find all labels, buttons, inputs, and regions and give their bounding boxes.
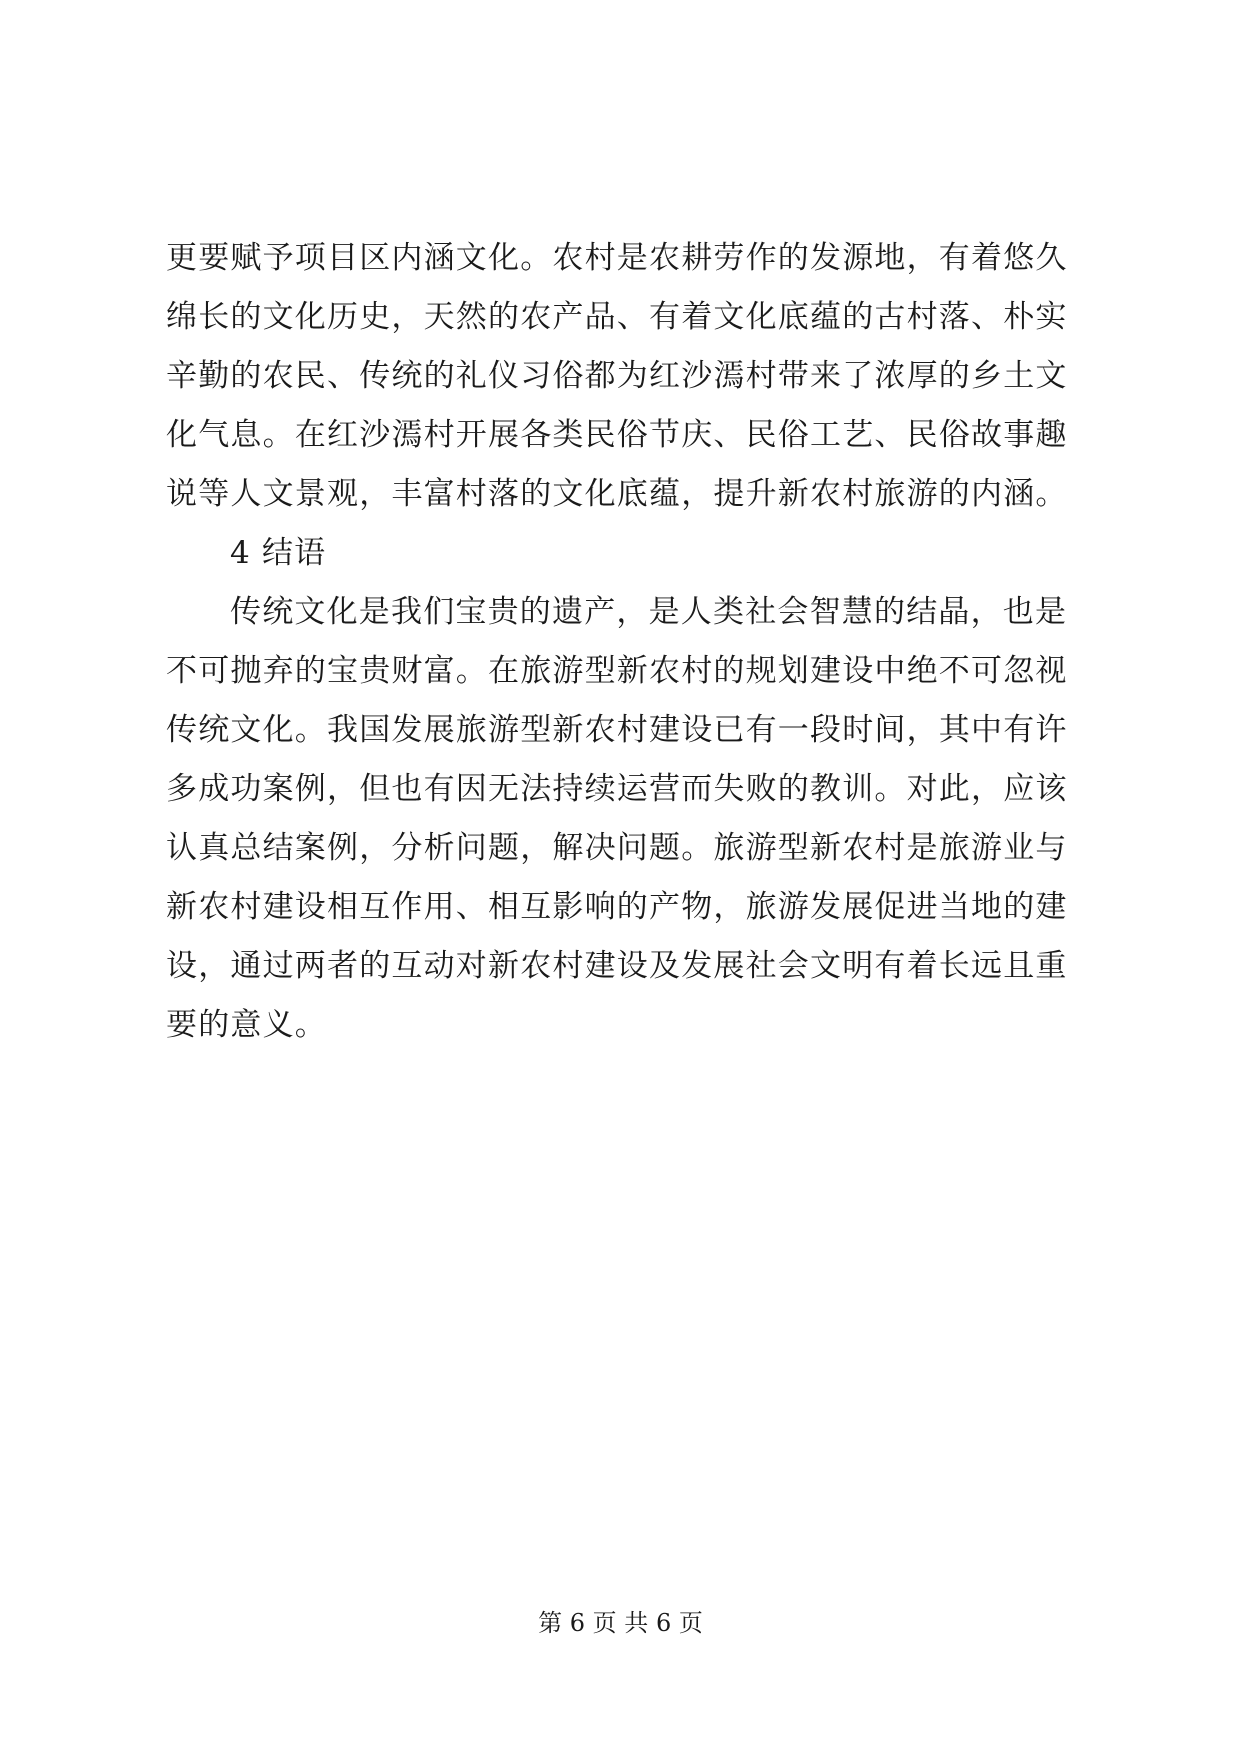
document-body (166, 229, 1086, 1055)
paragraph-line: 多成功案例，但也有因无法持续运营而失败的教训。对此，应该 (166, 771, 1068, 807)
paragraph-line: 化气息。在红沙漹村开展各类民俗节庆、民俗工艺、民俗故事趣 (166, 417, 1068, 453)
paragraph-line: 要的意义。 (166, 1007, 327, 1043)
paragraph-line: 说等人文景观，丰富村落的文化底蕴，提升新农村旅游的内涵。 (166, 476, 1068, 512)
paragraph-line: 传统文化。我国发展旅游型新农村建设已有一段时间，其中有许 (166, 712, 1068, 748)
paragraph-line: 不可抛弃的宝贵财富。在旅游型新农村的规划建设中绝不可忽视 (166, 653, 1068, 689)
paragraph-line: 传统文化是我们宝贵的遗产，是人类社会智慧的结晶，也是 (230, 594, 1068, 630)
paragraph-line: 绵长的文化历史，天然的农产品、有着文化底蕴的古村落、朴实 (166, 299, 1068, 335)
paragraph-line: 新农村建设相互作用、相互影响的产物，旅游发展促进当地的建 (166, 889, 1068, 925)
paragraph-line: 认真总结案例，分析问题，解决问题。旅游型新农村是旅游业与 (166, 830, 1068, 866)
page-number: 第 6 页 共 6 页 (538, 1609, 703, 1637)
paragraph-line: 设，通过两者的互动对新农村建设及发展社会文明有着长远且重 (166, 948, 1068, 984)
section-heading: 4 结语 (230, 535, 327, 571)
paragraph-line: 更要赋予项目区内涵文化。农村是农耕劳作的发源地，有着悠久 (166, 240, 1068, 276)
paragraph-line: 辛勤的农民、传统的礼仪习俗都为红沙漹村带来了浓厚的乡土文 (166, 358, 1068, 394)
